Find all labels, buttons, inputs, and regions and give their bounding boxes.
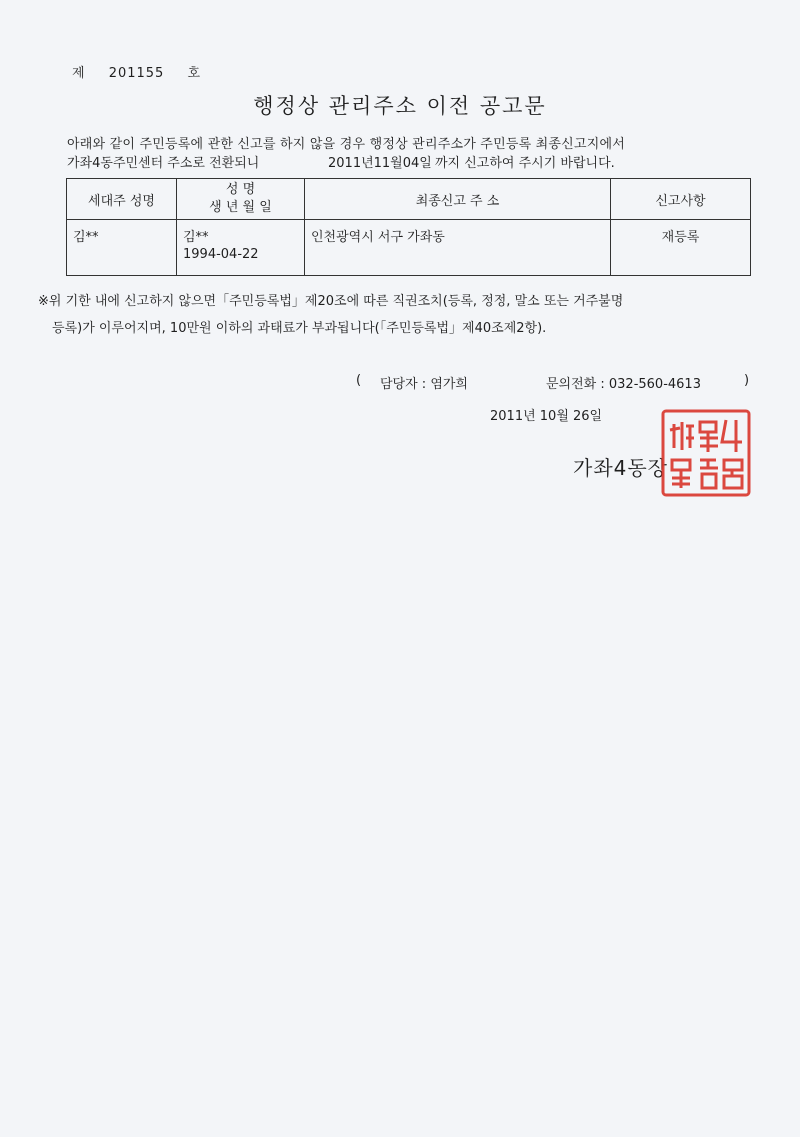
cell-household-head: 김**: [67, 220, 177, 276]
cell-report: 재등록: [611, 220, 751, 276]
page-title: 행정상 관리주소 이전 공고문: [253, 94, 547, 118]
cell-address: 인천광역시 서구 가좌동: [305, 220, 611, 276]
resident-table: [66, 178, 751, 276]
cell-name: 김**: [183, 230, 209, 245]
doc-number-value: 201155: [108, 66, 165, 81]
intro-line-2: [67, 152, 615, 171]
table-row: [67, 220, 751, 276]
header-name: 성 명: [225, 182, 256, 197]
deadline-date: 2011년11월04일: [328, 156, 432, 171]
intro-line-2-end: 까지 신고하여 주시기 바랍니다.: [435, 156, 615, 171]
header-address: 최종신고 주 소: [305, 179, 611, 220]
doc-number-prefix: 제: [72, 66, 86, 81]
intro-line-1: 아래와 같이 주민등록에 관한 신고를 하지 않을 경우 행정상 관리주소가 주민등록 최종신고지에서: [67, 137, 625, 152]
contact-open-paren: (: [356, 373, 362, 388]
cell-birth-date: 1994-04-22: [183, 247, 259, 262]
notice-line-2: 등록)가 이루어지며, 10만원 이하의 과태료가 부과됩니다(「주민등록법」제40조제2항).: [52, 321, 547, 336]
header-household-head: 세대주 성명: [67, 179, 177, 220]
header-name-birth: [177, 179, 305, 220]
table-header-row: [67, 179, 751, 220]
intro-line-2-start: 가좌4동주민센터 주소로 전환되니: [67, 156, 260, 171]
notice-line-1: ※위 기한 내에 신고하지 않으면「주민등록법」제20조에 따른 직권조치(등록, 정정, 말소 또는 거주불명: [38, 294, 624, 309]
cell-name-birth: [177, 220, 305, 276]
header-birth-date: 생 년 월 일: [209, 200, 272, 215]
official-seal: [660, 408, 752, 498]
signer-title: 가좌4동장: [573, 456, 669, 480]
issue-date: 2011년 10월 26일: [490, 409, 603, 424]
document-number: [72, 62, 201, 81]
contact-close-paren: ): [744, 373, 750, 388]
contact-phone: 문의전화 : 032-560-4613: [546, 377, 701, 392]
doc-number-suffix: 호: [187, 66, 202, 81]
header-report: 신고사항: [611, 179, 751, 220]
contact-person: 담당자 : 염가희: [380, 377, 468, 392]
